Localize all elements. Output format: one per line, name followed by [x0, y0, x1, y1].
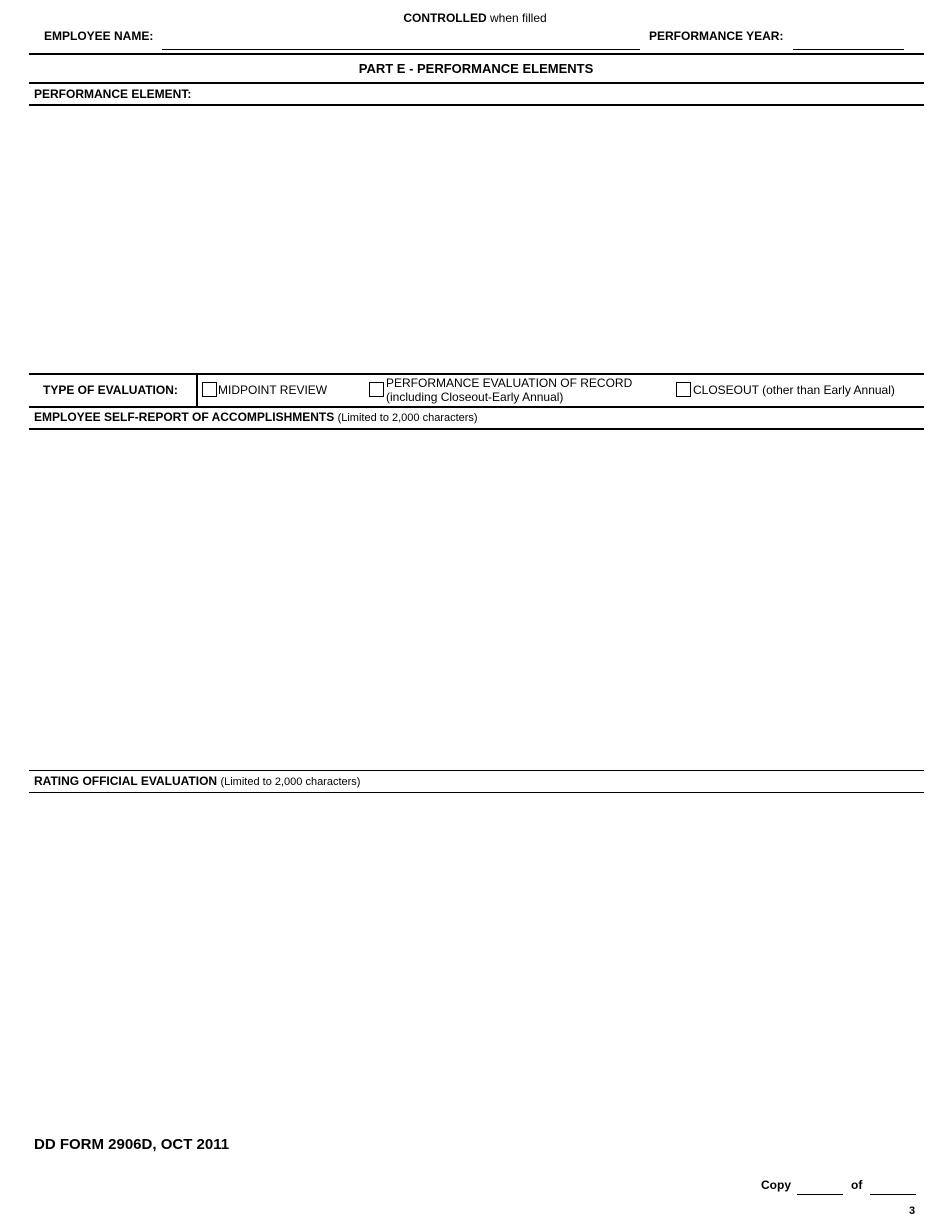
evaluation-type-label: TYPE OF EVALUATION:	[43, 383, 178, 397]
evaluation-of-record-label	[386, 376, 632, 404]
part-title: PART E - PERFORMANCE ELEMENTS	[358, 61, 594, 76]
self-report-text[interactable]	[34, 434, 920, 766]
midpoint-review-label: MIDPOINT REVIEW	[218, 383, 328, 397]
copy-number-field[interactable]	[797, 1178, 843, 1195]
closeout-checkbox[interactable]	[676, 382, 691, 397]
evaluation-of-record-label-line2: (including Closeout-Early Annual)	[386, 390, 564, 404]
performance-element-label: PERFORMANCE ELEMENT:	[34, 87, 192, 101]
performance-element-text[interactable]	[34, 110, 920, 370]
performance-year-field[interactable]	[793, 29, 904, 50]
evaluation-top-rule	[29, 373, 924, 375]
controlled-notice	[0, 11, 950, 25]
form-identifier: DD FORM 2906D, OCT 2011	[34, 1136, 230, 1153]
rating-official-top-rule	[29, 770, 924, 771]
self-report-heading	[34, 410, 478, 424]
page-number: 3	[909, 1205, 916, 1217]
evaluation-of-record-label-line1: PERFORMANCE EVALUATION OF RECORD	[386, 376, 633, 390]
rating-official-text[interactable]	[34, 798, 920, 1118]
performance-year-label: PERFORMANCE YEAR:	[649, 29, 784, 43]
employee-name-label: EMPLOYEE NAME:	[44, 29, 154, 43]
evaluation-of-record-checkbox[interactable]	[369, 382, 384, 397]
employee-name-field[interactable]	[162, 29, 640, 50]
evaluation-bottom-rule	[29, 406, 924, 408]
self-report-label: EMPLOYEE SELF-REPORT OF ACCOMPLISHMENTS	[34, 410, 335, 424]
closeout-label: CLOSEOUT (other than Early Annual)	[693, 383, 895, 397]
header-rule	[29, 53, 924, 55]
rating-official-rule	[29, 792, 924, 793]
of-label: of	[851, 1178, 863, 1192]
controlled-notice-rest: when filled	[486, 11, 547, 25]
copy-total-field[interactable]	[870, 1178, 916, 1195]
midpoint-review-checkbox[interactable]	[202, 382, 217, 397]
evaluation-divider	[196, 375, 198, 406]
self-report-note: (Limited to 2,000 characters)	[337, 412, 478, 424]
rating-official-label: RATING OFFICIAL EVALUATION	[34, 774, 218, 788]
self-report-rule	[29, 428, 924, 430]
performance-element-rule	[29, 104, 924, 106]
part-title-rule	[29, 82, 924, 84]
copy-label: Copy	[761, 1178, 791, 1192]
controlled-notice-bold: CONTROLLED	[403, 11, 487, 25]
rating-official-note: (Limited to 2,000 characters)	[220, 776, 361, 788]
rating-official-heading	[34, 774, 360, 788]
